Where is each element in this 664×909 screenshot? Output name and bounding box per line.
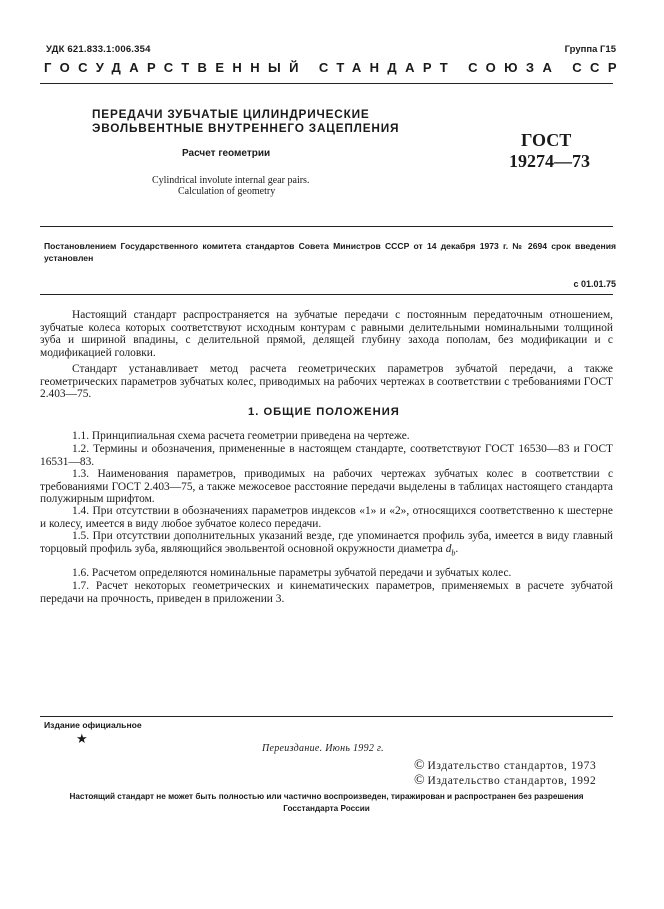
- gost-number: 19274—73: [509, 151, 590, 171]
- official-edition: Издание официальное: [44, 720, 142, 730]
- title-line-2: ЭВОЛЬВЕНТНЫЕ ВНУТРЕННЕГО ЗАЦЕПЛЕНИЯ: [92, 121, 400, 135]
- star-icon: ★: [76, 731, 88, 746]
- copyright-icon: ©: [414, 773, 425, 788]
- copyright-1992: [414, 773, 596, 789]
- item-1-7: 1.7. Расчет некоторых геометрических и кинематических параметров, применяемых в расчете зубчатой передачи на прочность, приведен в приложении 3.: [40, 580, 613, 605]
- reprint-note: Переиздание. Июнь 1992 г.: [262, 743, 384, 754]
- state-standard-banner: ГОСУДАРСТВЕННЫЙ СТАНДАРТ СОЮЗА ССР: [44, 60, 625, 75]
- resolution-text: Постановлением Государственного комитета стандартов Совета Министров СССР от 14 декабря 1973 г. № 2694 срок введения установлен: [44, 241, 616, 263]
- intro-paragraph-1: Настоящий стандарт распространяется на зубчатые передачи с постоянным передаточным отношением, зубчатые колеса которых соответствуют исходным контурам с равными делительными номинальными толщиной зуба и шириной впадины, с делительной прямой, делящей глубину захода пополам, без модификации и с модификацией головки.: [40, 309, 613, 359]
- resolution-date: с 01.01.75: [573, 279, 616, 289]
- item-1-6: 1.6. Расчетом определяются номинальные параметры зубчатой передачи и зубчатых колес.: [72, 567, 512, 579]
- item-1-4: 1.4. При отсутствии в обозначениях параметров индексов «1» и «2», относящихся соответственно к шестерне и колесу, имеется в виду любое зубчатое колесо передачи.: [40, 505, 613, 530]
- udk-code: УДК 621.833.1:006.354: [46, 44, 151, 55]
- title-english-1: Cylindrical involute internal gear pairs.: [152, 175, 310, 186]
- footer-rule: [40, 716, 613, 717]
- copyright-1973: [414, 758, 596, 774]
- gost-label: ГОСТ: [521, 130, 572, 150]
- copyright-icon: ©: [414, 758, 425, 773]
- title-rule: [40, 226, 613, 227]
- title-line-1: ПЕРЕДАЧИ ЗУБЧАТЫЕ ЦИЛИНДРИЧЕСКИЕ: [92, 107, 370, 121]
- item-1-5-symbol: d: [445, 542, 452, 555]
- reproduction-notice-1: Настоящий стандарт не может быть полностью или частично воспроизведен, тиражирован и распространен без разрешения: [69, 792, 584, 801]
- item-1-1: 1.1. Принципиальная схема расчета геометрии приведена на чертеже.: [72, 430, 410, 442]
- item-1-5-subscript: b: [451, 547, 456, 557]
- item-1-5-text: 1.5. При отсутствии дополнительных указаний везде, где упоминается профиль зуба, имеется в виду главный торцовый профиль зуба, являющийся эвольвентой основной окружности диаметра: [40, 530, 613, 555]
- reproduction-notice-2: Госстандарта России: [283, 804, 370, 813]
- item-1-2: 1.2. Термины и обозначения, примененные в настоящем стандарте, соответствуют ГОСТ 16530—83 и ГОСТ 16531—83.: [40, 443, 613, 468]
- section-heading: 1. ОБЩИЕ ПОЛОЖЕНИЯ: [248, 406, 400, 418]
- item-1-3: 1.3. Наименования параметров, приводимых на рабочих чертежах зубчатых колес в соответствии с требованиями ГОСТ 2.403—75, а также межосевое расстояние передачи выделены в таблицах настоящего стандарта полужирным шрифтом.: [40, 468, 613, 506]
- group-code: Группа Г15: [564, 44, 616, 55]
- date-rule: [40, 294, 613, 295]
- copyright-1973-text: Издательство стандартов, 1973: [427, 760, 597, 772]
- header-rule: [40, 83, 613, 84]
- intro-paragraph-2: Стандарт устанавливает метод расчета геометрических параметров зубчатой передачи, а также геометрических параметров зубчатых колес, приводимых на рабочих чертежах в соответствии с требованиями ГОСТ 2.403—75.: [40, 363, 613, 401]
- copyright-1992-text: Издательство стандартов, 1992: [427, 775, 597, 787]
- title-subtitle: Расчет геометрии: [182, 148, 271, 159]
- item-1-5: 1.5. При отсутствии дополнительных указаний везде, где упоминается профиль зуба, имеется в виду главный торцовый профиль зуба, являющийся эвольвентой основной окружности диаметра $d_b$.: [40, 530, 613, 557]
- title-english-2: Calculation of geometry: [178, 186, 276, 197]
